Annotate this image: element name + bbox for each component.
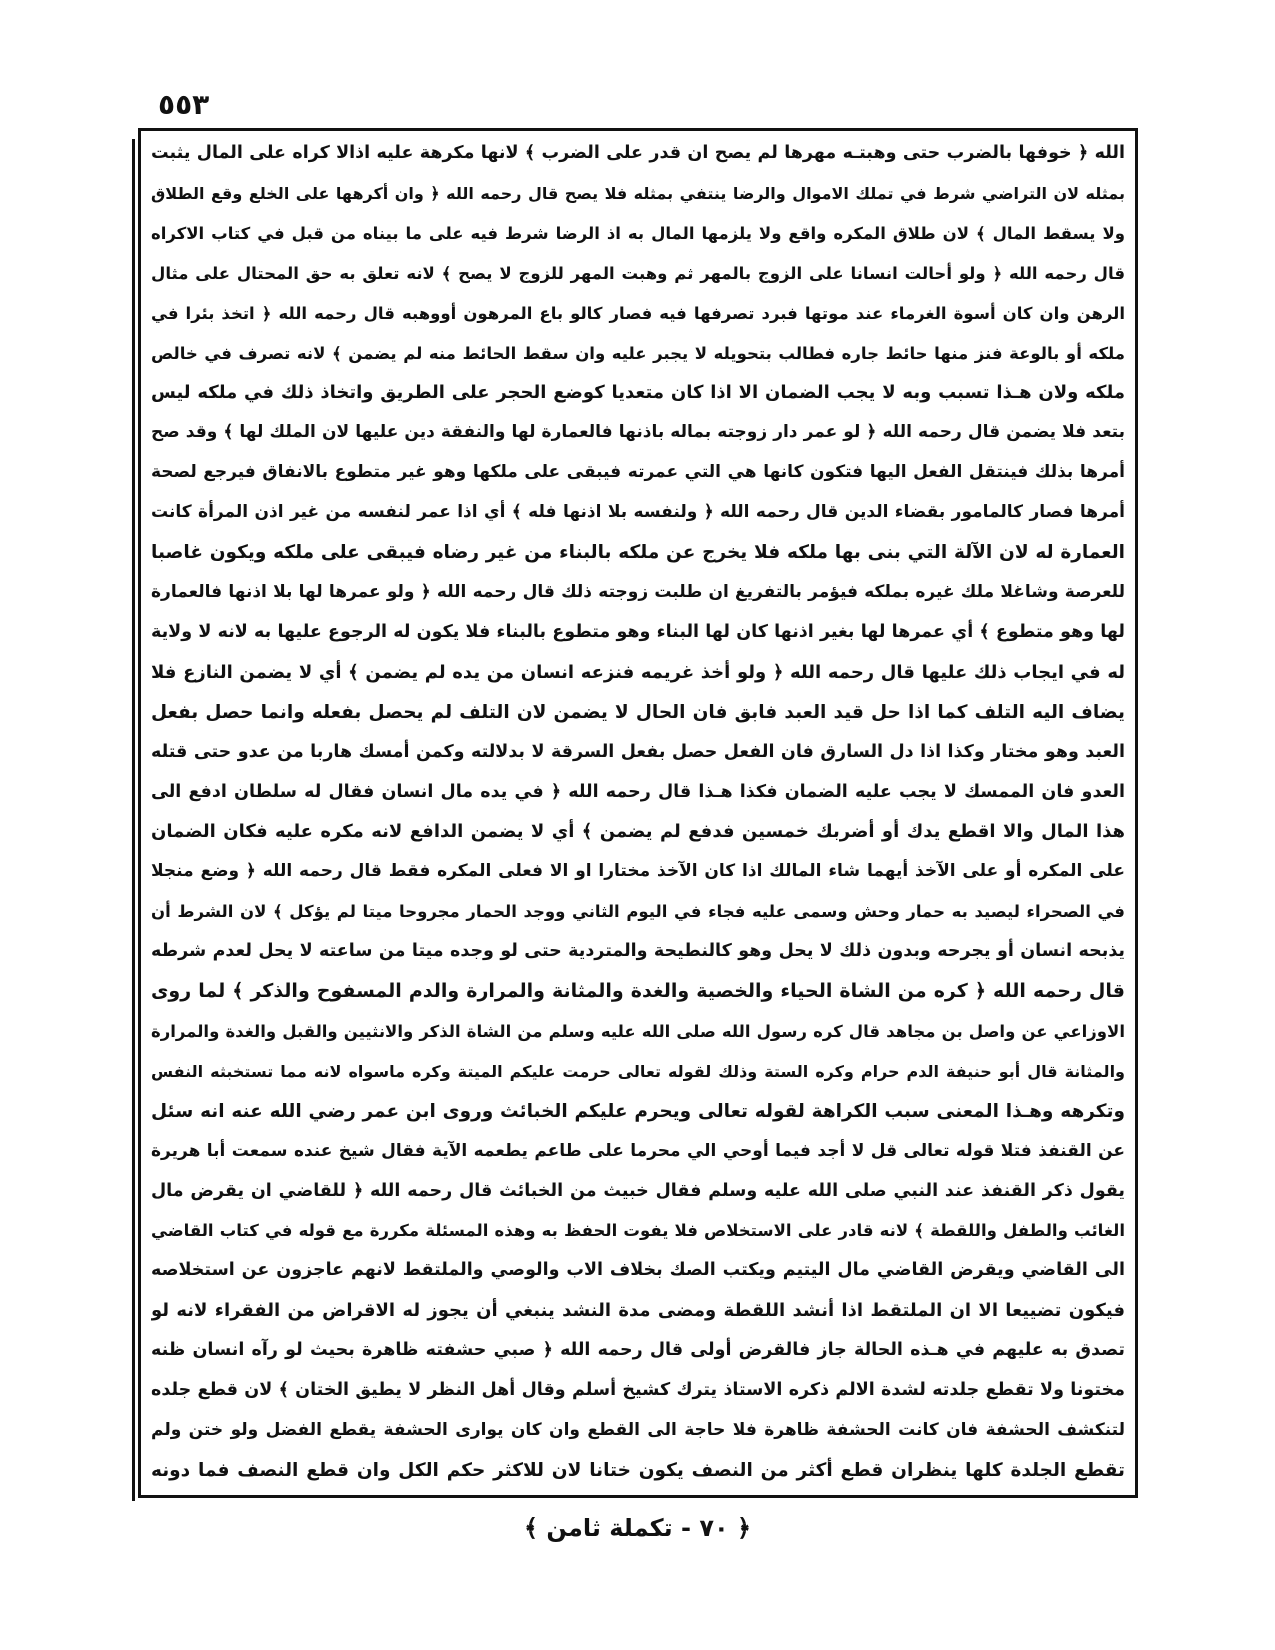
text-line: يضاف اليه التلف كما اذا حل قيد العبد فابق فان الحال لا يضمن لان التلف لم يحصل بفعله وانما حصل بفعل xyxy=(151,701,1125,723)
text-line: هذا المال والا اقطع يدك أو أضربك خمسين فدفع لم يضمن ﴾ أي لا يضمن الدافع لانه مكره عليه فكان الضمان xyxy=(151,821,1125,843)
text-line: له في ايجاب ذلك عليها قال رحمه الله ﴿ ولو أخذ غريمه فنزعه انسان من يده لم يضمن ﴾ أي لا يضمن النازع فلا xyxy=(151,661,1125,683)
text-line: الغائب والطفل واللقطة ﴾ لانه قادر على الاستخلاص فلا يفوت الحفظ به وهذه المسئلة مكررة مع قوله في كتاب القاضي xyxy=(151,1221,1125,1241)
text-line: لتنكشف الحشفة فان كانت الحشفة ظاهرة فلا حاجة الى القطع وان كان يوارى الحشفة يقطع الفضل ولو ختن ولم xyxy=(151,1420,1125,1440)
text-body xyxy=(151,137,1125,1487)
text-line: ملكه ولان هـذا تسبب وبه لا يجب الضمان الا اذا كان متعديا كوضع الحجر على الطريق واتخاذ ذلك في ملكه ليس xyxy=(151,382,1125,404)
text-line: والمثانة قال أبو حنيفة الدم حرام وكره الستة وذلك لقوله تعالى حرمت عليكم الميتة وكره ماسواه لانه مما تستخبثه النفس xyxy=(151,1061,1125,1081)
text-line: على المكره أو على الآخذ أيهما شاء المالك اذا كان الآخذ مختارا او الا فعلى المكره فقط قال رحمه الله ﴿ وضع منجلا xyxy=(151,861,1125,882)
text-line: لها وهو متطوع ﴾ أي عمرها لها بغير اذنها كان لها البناء وهو متطوع بالبناء فلا يكون له الرجوع عليها به لانه لا ولاية xyxy=(151,621,1125,642)
text-line: بمثله لان التراضي شرط في تملك الاموال والرضا ينتفي بمثله فلا يصح قال رحمه الله ﴿ وان أكرهها على الخلع وقع الطلاق xyxy=(151,183,1125,203)
text-line: يقول ذكر القنفذ عند النبي صلى الله عليه وسلم فقال خبيث من الخبائث قال رحمه الله ﴿ للقاضي ان يقرض مال xyxy=(151,1180,1125,1201)
text-line: الله ﴿ خوفها بالضرب حتى وهبتـه مهرها لم يصح ان قدر على الضرب ﴾ لانها مكرهة عليه اذالا كراه على المال يثبت xyxy=(151,143,1125,163)
text-line: بتعد فلا يضمن قال رحمه الله ﴿ لو عمر دار زوجته بماله باذنها فالعمارة لها والنفقة دين عليها لان الملك لها ﴾ وقد صح xyxy=(151,422,1125,443)
text-line: أمرها بذلك فينتقل الفعل اليها فتكون كانها هي التي عمرته فيبقى على ملكها وهو غير متطوع بالانفاق فيرجع لصحة xyxy=(151,462,1125,483)
text-line: أمرها فصار كالمامور بقضاء الدين قال رحمه الله ﴿ ولنفسه بلا اذنها فله ﴾ أي اذا عمر لنفسه من غير اذن المرأة كانت xyxy=(151,502,1125,523)
text-line: تقطع الجلدة كلها ينظران قطع أكثر من النصف يكون ختانا لان للاكثر حكم الكل وان قطع النصف فما دونه xyxy=(151,1459,1125,1481)
text-line: الاوزاعي عن واصل بن مجاهد قال كره رسول الله صلى الله عليه وسلم من الشاة الذكر والانثيين والقبل والغدة والمرارة xyxy=(151,1021,1125,1041)
text-line: قال رحمه الله ﴿ كره من الشاة الحياء والخصية والغدة والمثانة والمرارة والدم المسفوح والذكر ﴾ لما روى xyxy=(151,980,1125,1003)
text-line: يذبحه انسان أو يجرحه وبدون ذلك لا يحل وهو كالنطيحة والمتردية حتى لو وجده ميتا من ساعته لا يحل لعدم شرطه xyxy=(151,941,1125,962)
text-line: وتكرهه وهـذا المعنى سبب الكراهة لقوله تعالى ويحرم عليكم الخبائث وروى ابن عمر رضي الله عنه انه سئل xyxy=(151,1100,1125,1122)
text-line: ملكه أو بالوعة فنز منها حائط جاره فطالب بتحويله لا يجبر عليه وان سقط الحائط منه لم يضمن ﴾ لانه تصرف في خالص xyxy=(151,343,1125,363)
text-line: الى القاضي ويقرض القاضي مال اليتيم ويكتب الصك بخلاف الاب والوصي والملتقط لانهم عاجزون عن استخلاصه xyxy=(151,1260,1125,1281)
printer-signature: ﴿ ٧٠ - تكملة ثامن ﴾ xyxy=(523,1514,752,1542)
text-line: عن القنفذ فتلا قوله تعالى قل لا أجد فيما أوحي الي محرما على طاعم يطعمه الآية فقال شيخ عنده سمعت أبا هريرة xyxy=(151,1140,1125,1161)
text-frame xyxy=(138,128,1138,1498)
text-line: قال رحمه الله ﴿ ولو أحالت انسانا على الزوج بالمهر ثم وهبت المهر للزوج لا يصح ﴾ لانه تعلق به حق المحتال على مثال xyxy=(151,263,1125,283)
text-line: تصدق به عليهم في هـذه الحالة جاز فالقرض أولى قال رحمه الله ﴿ صبي حشفته ظاهرة بحيث لو رآه انسان ظنه xyxy=(151,1340,1125,1361)
page-number: ٥٥٣ xyxy=(158,88,210,121)
text-line: في الصحراء ليصيد به حمار وحش وسمى عليه فجاء في اليوم الثاني ووجد الحمار مجروحا ميتا لم يؤكل ﴾ لان الشرط أن xyxy=(151,902,1125,922)
text-line: فيكون تضييعا الا ان الملتقط اذا أنشد اللقطة ومضى مدة النشد ينبغي أن يجوز له الاقراض من الفقراء لانه لو xyxy=(151,1300,1125,1322)
text-line: ولا يسقط المال ﴾ لان طلاق المكره واقع ولا يلزمها المال به اذ الرضا شرط فيه على ما بيناه من قبل في كتاب الاكراه xyxy=(151,223,1125,243)
text-line: العمارة له لان الآلة التي بنى بها ملكه فلا يخرج عن ملكه بالبناء من غير رضاه فيبقى على ملكه ويكون غاصبا xyxy=(151,542,1125,564)
text-line: العبد وهو مختار وكذا اذا دل السارق فان الفعل حصل بفعل السرقة لا بدلالته وكمن أمسك هاربا من عدو حتى قتله xyxy=(151,741,1125,762)
text-line: للعرصة وشاغلا ملك غيره بملكه فيؤمر بالتفريغ ان طلبت زوجته ذلك قال رحمه الله ﴿ ولو عمرها لها بلا اذنها فالعمارة xyxy=(151,581,1125,602)
text-line: العدو فان الممسك لا يجب عليه الضمان فكذا هـذا قال رحمه الله ﴿ في يده مال انسان فقال له سلطان ادفع الى xyxy=(151,781,1125,802)
text-line: الرهن وان كان أسوة الغرماء عند موتها فبرد تصرفها فيه فصار كالو باع المرهون أووهبه قال رحمه الله ﴿ اتخذ بئرا في xyxy=(151,303,1125,323)
text-line: مختونا ولا تقطع جلدته لشدة الالم ذكره الاستاذ يترك كشيخ أسلم وقال أهل النظر لا يطيق الختان ﴾ لان قطع جلده xyxy=(151,1380,1125,1401)
